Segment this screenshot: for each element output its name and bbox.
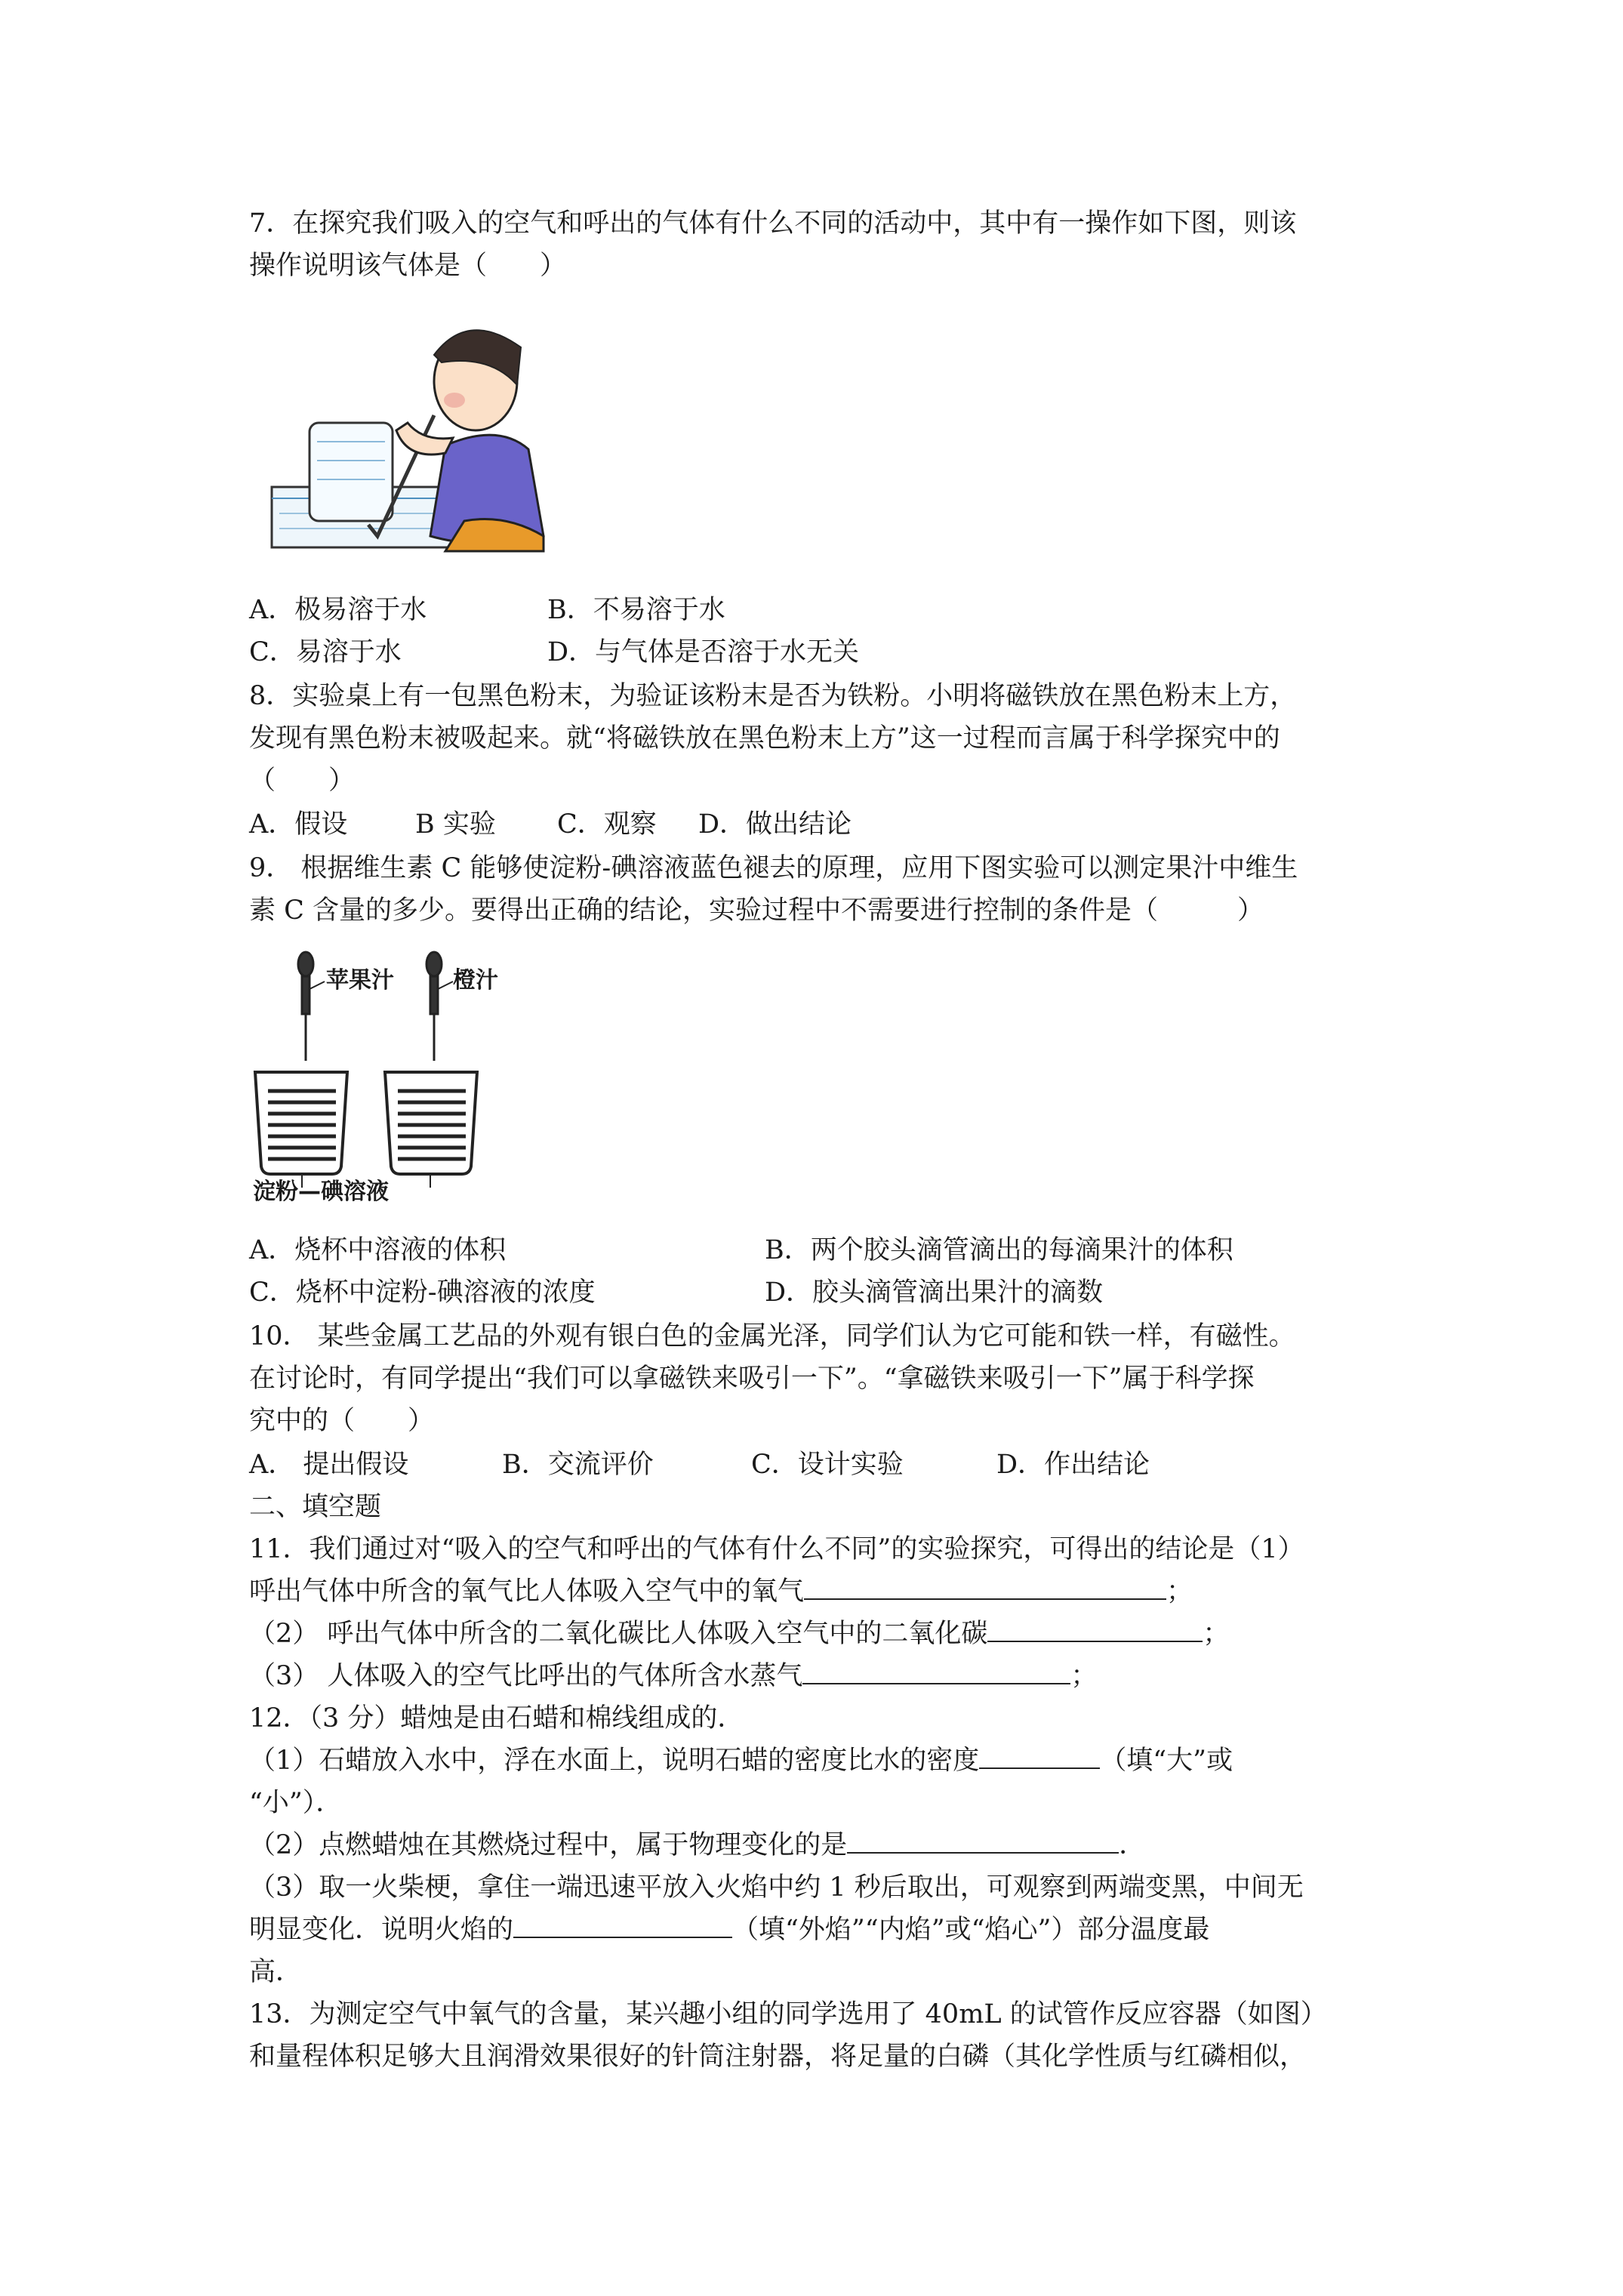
q10-line2: 在讨论时，有同学提出“我们可以拿磁铁来吸引一下”。“拿磁铁来吸引一下”属于科学探: [249, 1364, 1255, 1394]
q9-line1: 9． 根据维生素 C 能够使淀粉-碘溶液蓝色褪去的原理，应用下图实验可以测定果汁中维生: [249, 853, 1298, 883]
q11-line2: [249, 1575, 1193, 1608]
q10-option-b: B．交流评价: [502, 1450, 654, 1480]
q13-line1: 13．为测定空气中氧气的含量，某兴趣小组的同学选用了 40mL 的试管作反应容器（如图）: [249, 1999, 1327, 2029]
q11-line3-text: （2） 呼出气体中所含的二氧化碳比人体吸入空气中的二氧化碳: [249, 1619, 988, 1649]
q7-option-b: B．不易溶于水: [547, 595, 725, 625]
q9-option-b: B．两个胶头滴管滴出的每滴果汁的体积: [765, 1235, 1233, 1265]
q12-line2-text: （1）石蜡放入水中，浮在水面上，说明石蜡的密度比水的密度: [249, 1746, 980, 1776]
q10-option-d: D．作出结论: [996, 1450, 1150, 1480]
q12-line3: “小”）．: [249, 1788, 343, 1818]
q11-line4: [249, 1660, 1097, 1693]
q12-blank-3[interactable]: [513, 1914, 732, 1938]
q10-option-a: A． 提出假设: [249, 1450, 409, 1480]
q8-line1: 8．实验桌上有一包黑色粉末，为验证该粉末是否为铁粉。小明将磁铁放在黑色粉末上方，: [249, 681, 1297, 711]
q8-option-a: A．假设: [249, 809, 348, 840]
q12-line2: [249, 1744, 1233, 1777]
q10-line1: 10． 某些金属工艺品的外观有银白色的金属光泽，同学们认为它可能和铁一样，有磁性。: [249, 1321, 1295, 1351]
q12-line4: [249, 1829, 1145, 1862]
starch-iodine-label: 淀粉—碘溶液: [253, 1179, 389, 1205]
q12-line2-end: （填“大”或: [1100, 1746, 1233, 1776]
q8-option-d: D．做出结论: [698, 809, 852, 840]
q10-option-c: C．设计实验: [751, 1450, 904, 1480]
q12-line7: 高．: [249, 1957, 303, 1987]
q12-blank-2[interactable]: [847, 1829, 1119, 1854]
q11-blank-3[interactable]: [802, 1660, 1070, 1684]
q7-option-a: A．极易溶于水: [249, 595, 427, 625]
q12-line1: 12．（3 分）蜡烛是由石蜡和棉线组成的．: [249, 1703, 744, 1734]
q8-line2: 发现有黑色粉末被吸起来。就“将磁铁放在黑色粉末上方”这一过程而言属于科学探究中的: [249, 723, 1280, 754]
q9-line2: 素 C 含量的多少。要得出正确的结论，实验过程中不需要进行控制的条件是（ ）: [249, 895, 1264, 926]
q12-line6-text: 明显变化．说明火焰的: [249, 1915, 514, 1945]
q11-line1: 11．我们通过对“吸入的空气和呼出的气体有什么不同”的实验探究，可得出的结论是（1）: [249, 1534, 1304, 1564]
section-heading: 二、填空题: [249, 1492, 382, 1522]
q12-line6: [249, 1913, 1209, 1946]
q9-option-c: C．烧杯中淀粉-碘溶液的浓度: [249, 1277, 596, 1308]
q11-line4-end: ；: [1070, 1661, 1098, 1691]
q8-line3: （ ）: [249, 766, 356, 796]
apple-juice-label: 苹果汁: [326, 967, 394, 994]
q11-line2-end: ；: [1166, 1576, 1193, 1607]
q7-option-c: C．易溶于水: [249, 637, 402, 667]
q13-line2: 和量程体积足够大且润滑效果很好的针筒注射器，将足量的白磷（其化学性质与红磷相似，: [249, 2042, 1307, 2072]
q10-line3: 究中的（ ）: [249, 1406, 435, 1436]
q12-blank-1[interactable]: [979, 1745, 1100, 1769]
q7-option-d: D．与气体是否溶于水无关: [547, 637, 860, 667]
q7-line2: 操作说明该气体是（ ）: [249, 251, 567, 281]
q8-option-b: B 实验: [415, 809, 496, 840]
q11-line4-text: （3） 人体吸入的空气比呼出的气体所含水蒸气: [249, 1661, 803, 1691]
q9-option-d: D．胶头滴管滴出果汁的滴数: [765, 1277, 1104, 1308]
q7-line1: 7．在探究我们吸入的空气和呼出的气体有什么不同的活动中，其中有一操作如下图，则该: [249, 208, 1297, 239]
q9-option-a: A．烧杯中溶液的体积: [249, 1235, 507, 1265]
q12-line4-text: （2）点燃蜡烛在其燃烧过程中，属于物理变化的是: [249, 1830, 848, 1860]
q8-option-c: C．观察: [557, 809, 657, 840]
q11-blank-1[interactable]: [804, 1576, 1166, 1600]
orange-juice-label: 橙汁: [453, 967, 498, 994]
q12-line4-end: ．: [1119, 1830, 1146, 1860]
breathing-experiment-figure: [257, 310, 574, 559]
q12-line6-end: （填“外焰”“内焰”或“焰心”）部分温度最: [732, 1915, 1210, 1945]
q11-line2-text: 呼出气体中所含的氧气比人体吸入空气中的氧气: [249, 1576, 805, 1607]
q11-line3-end: ；: [1203, 1619, 1230, 1649]
q11-line3: [249, 1617, 1229, 1650]
q12-line5: （3）取一火柴梗，拿住一端迅速平放入火焰中约 1 秒后取出，可观察到两端变黑，中间无: [249, 1872, 1304, 1903]
q11-blank-2[interactable]: [987, 1618, 1203, 1642]
